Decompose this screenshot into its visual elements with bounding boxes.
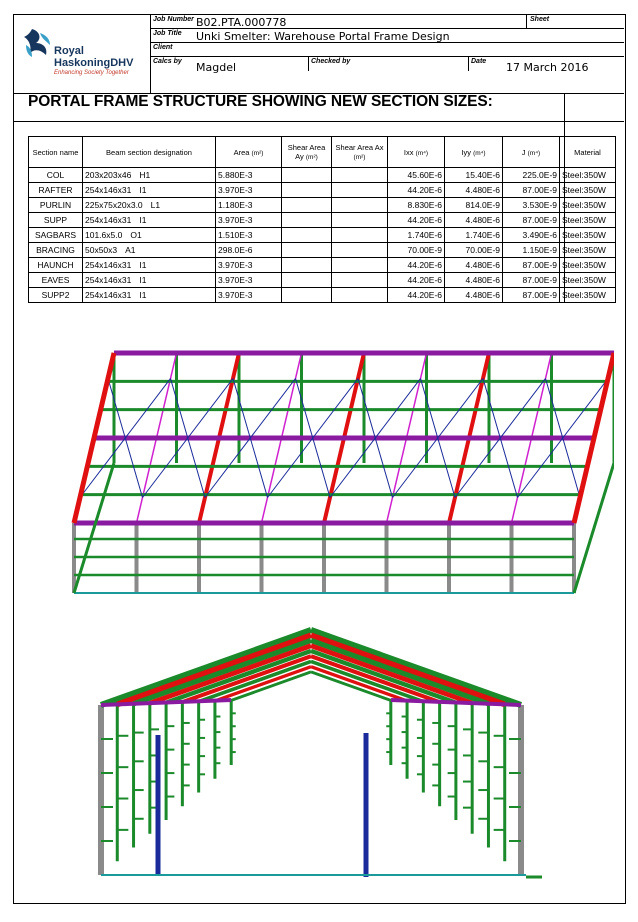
cell-ixx: 1.740E-6 [388,228,445,243]
end-wall-base [574,463,614,593]
header-material: Material [560,137,616,168]
cell-j: 87.00E-9 [503,288,560,303]
cell-ixx: 44.20E-6 [388,273,445,288]
beam-code: L1 [150,200,161,210]
cell-ax [332,273,388,288]
cell-material: Steel:350W [560,213,616,228]
header-ay: Shear Area Ay (m²) [282,137,332,168]
cell-material: Steel:350W [560,183,616,198]
cell-ax [332,288,388,303]
cell-beam [83,183,216,198]
cell-iyy: 4.480E-6 [445,273,503,288]
cell-iyy: 814.0E-9 [445,198,503,213]
beam-code: I1 [139,215,147,225]
cell-j: 87.00E-9 [503,258,560,273]
cell-area: 3.970E-3 [216,288,282,303]
table-row [29,198,616,213]
table-row [29,243,616,258]
table-row [29,213,616,228]
portal-rafter [311,635,505,704]
cell-section-name: HAUNCH [29,258,83,273]
cell-ay [282,168,332,183]
cell-ixx: 44.20E-6 [388,183,445,198]
cell-beam [83,168,216,183]
cell-section-name: SUPP [29,213,83,228]
cell-section-name: BRACING [29,243,83,258]
cell-ay [282,258,332,273]
cell-material: Steel:350W [560,273,616,288]
header-ax: Shear Area Ax (m²) [332,137,388,168]
job-number-label: Job Number [153,16,194,23]
cell-beam [83,228,216,243]
beam-designation: 101.6x5.0 [85,230,123,240]
cell-material: Steel:350W [560,258,616,273]
table-row [29,273,616,288]
job-number-row [150,15,624,29]
table-row [29,168,616,183]
cell-ixx: 8.830E-6 [388,198,445,213]
cell-iyy: 4.480E-6 [445,288,503,303]
cell-area: 3.970E-3 [216,273,282,288]
date-value: 17 March 2016 [506,61,589,74]
cell-beam [83,213,216,228]
checked-by-label: Checked by [311,58,351,65]
cell-j: 3.530E-9 [503,198,560,213]
header-section: Section name [29,137,83,168]
beam-designation: 225x75x20x3.0 [85,200,143,210]
cell-ay [282,228,332,243]
calcs-row [150,57,624,77]
job-number-value: B02.PTA.000778 [196,16,287,29]
cell-j: 1.150E-9 [503,243,560,258]
title-block [14,15,624,93]
logo-icon [22,27,56,61]
cell-iyy: 4.480E-6 [445,183,503,198]
calcs-by-value: Magdel [196,61,237,74]
portal-rafter [117,635,311,704]
cell-ixx: 44.20E-6 [388,213,445,228]
cell-ixx: 70.00E-9 [388,243,445,258]
cell-j: 87.00E-9 [503,183,560,198]
beam-code: I1 [139,185,147,195]
cell-ixx: 45.60E-6 [388,168,445,183]
cell-material: Steel:350W [560,243,616,258]
cell-ay [282,198,332,213]
cell-material: Steel:350W [560,288,616,303]
header-j: J (m⁴) [503,137,560,168]
cell-beam [83,273,216,288]
beam-designation: 254x146x31 [85,185,132,195]
cell-j: 3.490E-6 [503,228,560,243]
heading-divider [14,121,624,122]
beam-code: O1 [130,230,142,240]
cell-area: 298.0E-6 [216,243,282,258]
portal-frame-view-bottom [76,625,546,885]
logo-text-royal: Royal [54,45,84,57]
portal-frame-view-top [54,333,614,623]
cell-ay [282,213,332,228]
table-row [29,183,616,198]
cell-iyy: 1.740E-6 [445,228,503,243]
cell-ay [282,273,332,288]
section-properties-table [28,136,616,303]
sheet-label: Sheet [530,16,550,23]
cell-material: Steel:350W [560,198,616,213]
job-title-row [150,29,624,43]
client-row [150,43,624,57]
cell-iyy: 15.40E-6 [445,168,503,183]
cell-ax [332,228,388,243]
drawing-sheet [13,14,626,904]
beam-code: H1 [139,170,151,180]
table-row [29,228,616,243]
cell-iyy: 70.00E-9 [445,243,503,258]
table-header-row [29,137,616,168]
cell-ax [332,198,388,213]
beam-code: I1 [139,260,147,270]
cell-section-name: SUPP2 [29,288,83,303]
cell-j: 87.00E-9 [503,213,560,228]
cell-section-name: PURLIN [29,198,83,213]
beam-code: I1 [139,290,147,300]
cell-ax [332,183,388,198]
cell-area: 3.970E-3 [216,258,282,273]
cell-beam [83,258,216,273]
end-wall-base [74,463,114,593]
job-title-value: Unki Smelter: Warehouse Portal Frame Design [196,30,450,43]
beam-designation: 254x146x31 [85,290,132,300]
cell-area: 1.510E-3 [216,228,282,243]
cell-ay [282,288,332,303]
cell-beam [83,243,216,258]
cell-material: Steel:350W [560,168,616,183]
cell-area: 3.970E-3 [216,183,282,198]
cell-ixx: 44.20E-6 [388,288,445,303]
cell-j: 225.0E-9 [503,168,560,183]
cell-ax [332,258,388,273]
beam-designation: 203x203x46 [85,170,132,180]
cell-ax [332,168,388,183]
table-row [29,258,616,273]
cell-iyy: 4.480E-6 [445,258,503,273]
cell-ax [332,213,388,228]
cell-ixx: 44.20E-6 [388,258,445,273]
cell-section-name: RAFTER [29,183,83,198]
cell-iyy: 4.480E-6 [445,213,503,228]
beam-code: I1 [139,275,147,285]
cell-beam [83,198,216,213]
cell-ay [282,183,332,198]
table-row [29,288,616,303]
logo-text-name: HaskoningDHV [54,57,134,69]
beam-designation: 50x50x3 [85,245,118,255]
company-logo [14,15,151,93]
header-iyy: Iyy (m⁴) [445,137,503,168]
cell-section-name: SAGBARS [29,228,83,243]
cell-j: 87.00E-9 [503,273,560,288]
cell-area: 1.180E-3 [216,198,282,213]
cell-area: 3.970E-3 [216,213,282,228]
header-area: Area (m²) [216,137,282,168]
date-label: Date [471,58,487,65]
job-title-label: Job Title [153,30,182,37]
cell-area: 5.880E-3 [216,168,282,183]
cell-material: Steel:350W [560,228,616,243]
beam-code: A1 [125,245,136,255]
logo-tagline: Enhancing Society Together [54,70,129,76]
beam-designation: 254x146x31 [85,215,132,225]
beam-designation: 254x146x31 [85,275,132,285]
cell-ax [332,243,388,258]
header-ixx: Ixx (m⁴) [388,137,445,168]
cell-section-name: COL [29,168,83,183]
cell-ay [282,243,332,258]
calcs-by-label: Calcs by [153,58,182,65]
cell-section-name: EAVES [29,273,83,288]
page-heading: PORTAL FRAME STRUCTURE SHOWING NEW SECTION SIZES: [28,93,493,110]
client-label: Client [153,44,173,51]
cell-beam [83,288,216,303]
beam-designation: 254x146x31 [85,260,132,270]
header-beam: Beam section designation [83,137,216,168]
